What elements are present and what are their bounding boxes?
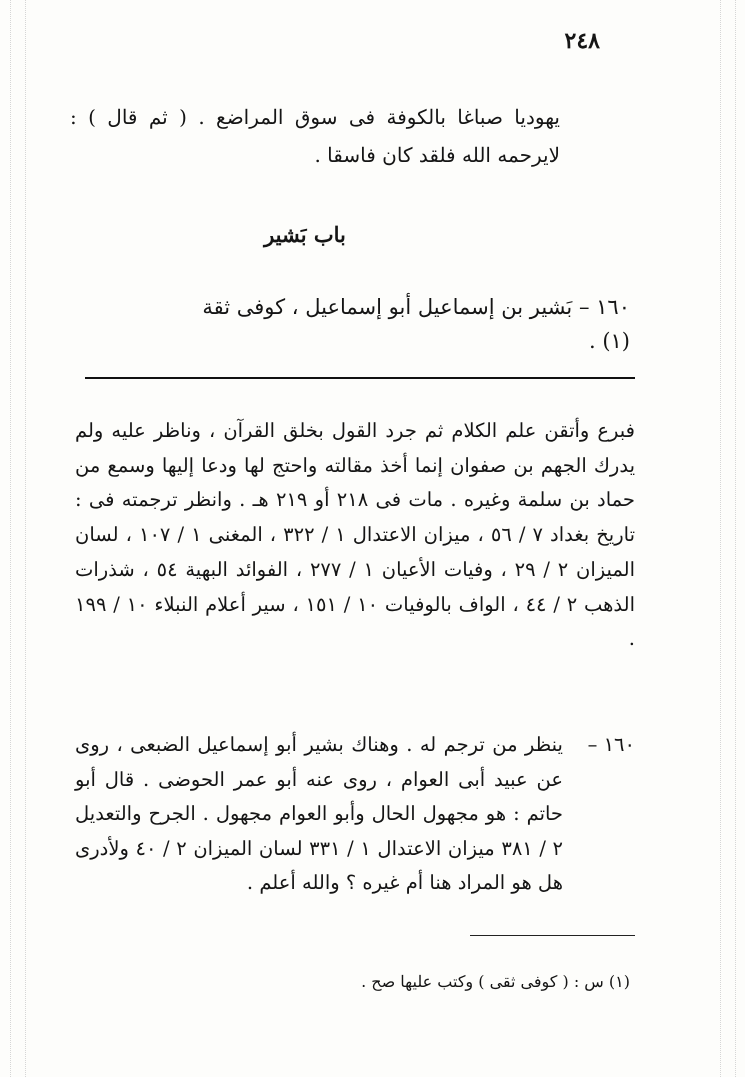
top-paragraph: يهوديا صباغا بالكوفة فى سوق المراضع . ( ثم قال ) : لايرحمه الله فلقد كان فاسقا . [70, 105, 560, 167]
note-160-number: ١٦٠ – [587, 733, 635, 756]
section-heading: باب بَشير [264, 222, 346, 247]
entry-text: بَشير بن إسماعيل أبو إسماعيل ، كوفى ثقة (١) . [202, 295, 630, 353]
scan-guide-line [10, 0, 11, 1077]
entry-number: ١٦٠ [596, 295, 630, 319]
note-160 [75, 728, 635, 901]
page-number: ٢٤٨ [564, 28, 600, 54]
note-continuation: فبرع وأتقن علم الكلام ثم جرد القول بخلق القرآن ، وناظر عليه ولم يدرك الجهم بن صفوان إنما أخذ مقالته واحتج لها ودعا إليها وسمع من حماد بن سلمة وغيره . مات فى ٢١٨ أو ٢١٩ هـ . وانظر ترجمته فى : تاريخ بغداد ٧ / ٥٦ ، ميزان الاعتدال ١ / ٣٢٢ ، المغنى ١ / ١٠٧ ، لسان الميزان ٢ / ٢٩ ، وفيات الأعيان ١ / ٢٧٧ ، الفوائد البهية ٥٤ ، شذرات الذهب ٢ / ٤٤ ، الواف بالوفيات ١٠ / ١٥١ ، سير أعلام النبلاء ١٠ / ١٩٩ . [75, 419, 636, 651]
note-160-text: ينظر من ترجم له . وهناك بشير أبو إسماعيل الضبعى ، روى عن عبيد أبى العوام ، روى عنه أبو عمر الحوضى . قال أبو حاتم : هو مجهول الحال وأبو العوام مجهول . الجرح والتعديل ٢ / ٣٨١ ميزان الاعتدال ١ / ٣٣١ لسان الميزان ٢ / ٤٠ ولأدرى هل هو المراد هنا أم غيره ؟ والله أعلم . [75, 733, 564, 895]
footnote: (١) س : ( كوفى ثقى ) وكتب عليها صح . [361, 972, 630, 991]
scan-guide-line [720, 0, 721, 1077]
entry-160 [190, 290, 630, 358]
scan-guide-line [25, 0, 26, 1077]
entry-dash: – [578, 295, 590, 319]
notes-divider [85, 377, 635, 379]
footnote-divider [470, 935, 635, 936]
scan-guide-line [735, 0, 736, 1077]
